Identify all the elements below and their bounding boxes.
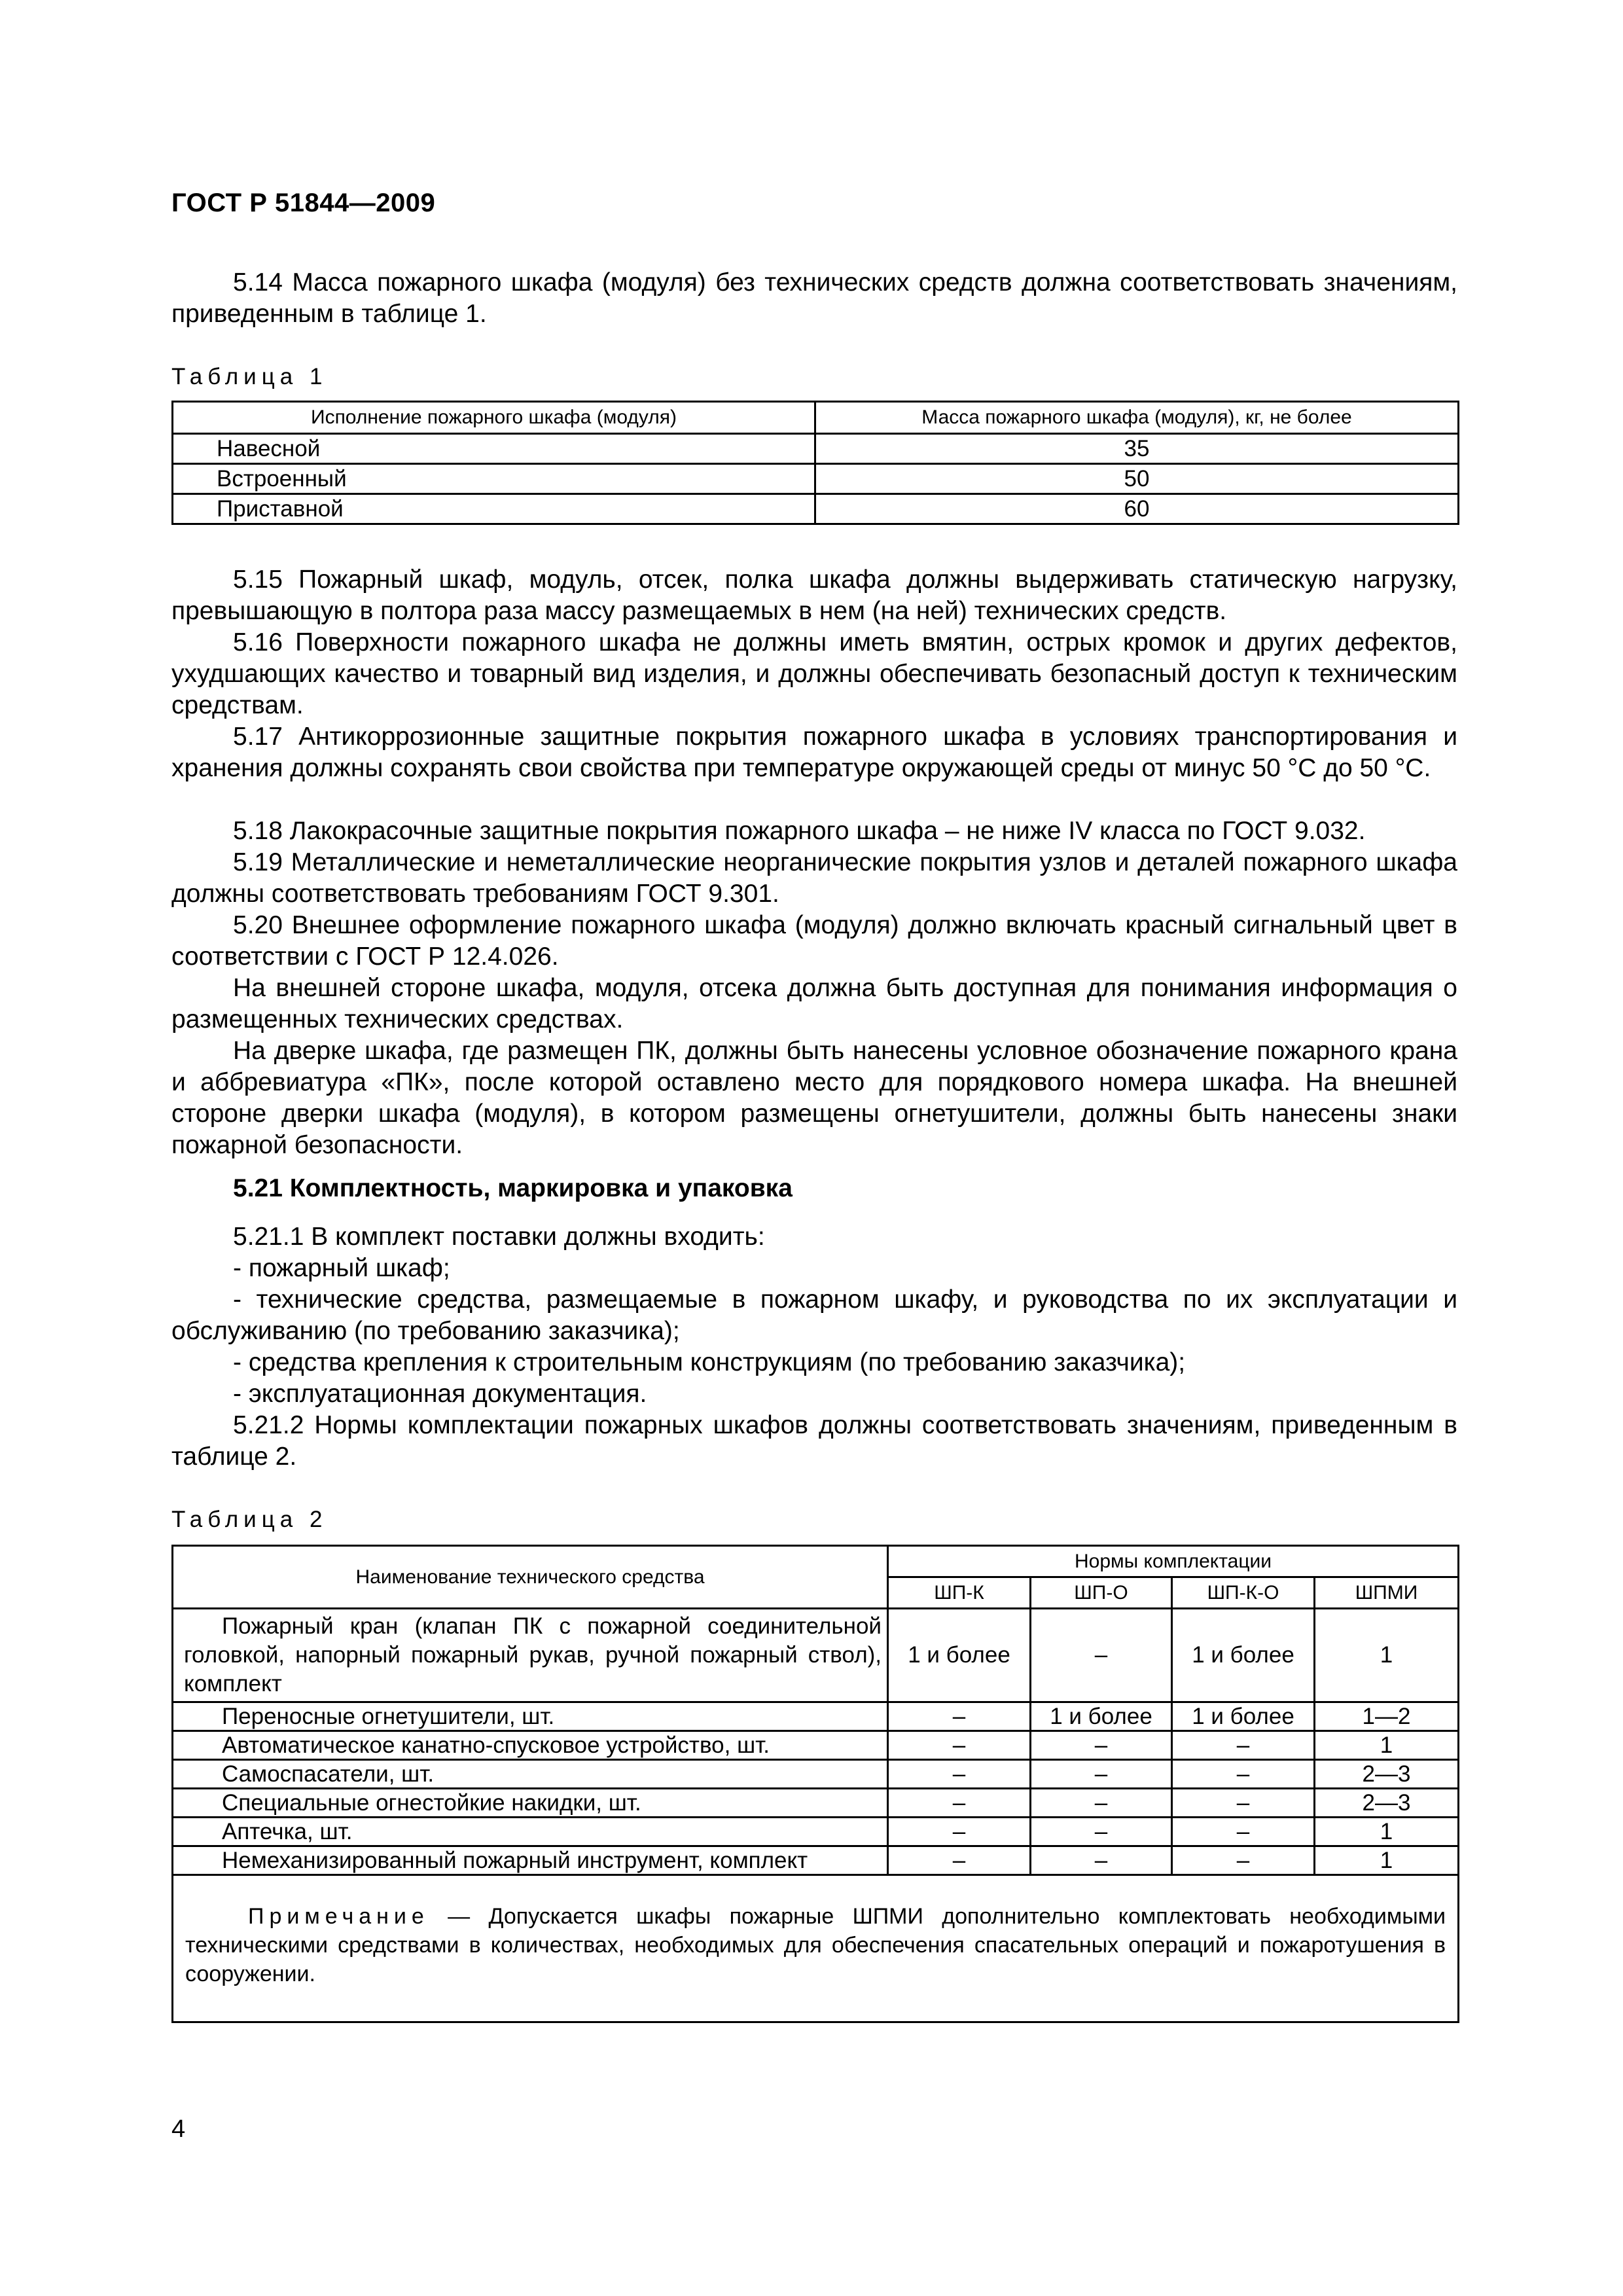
- table-2: [171, 1545, 1459, 2023]
- table2-cell-value: –: [1031, 1818, 1172, 1846]
- table-row: [173, 1731, 1459, 1760]
- table2-col-header: ШПМИ: [1315, 1577, 1459, 1609]
- table-row: [173, 1789, 1459, 1818]
- list-item: - эксплуатационная документация.: [233, 1380, 647, 1408]
- table2-col-header: ШП-К-О: [1172, 1577, 1315, 1609]
- table2-cell-value: –: [1172, 1789, 1315, 1818]
- paragraph-5-21-2: 5.21.2 Нормы комплектации пожарных шкафов должны соответствовать значениям, приведенным в таблице 2.: [171, 1411, 1457, 1471]
- table2-cell-value: –: [1172, 1731, 1315, 1760]
- table2-cell-name: Автоматическое канатно-спусковое устройство, шт.: [173, 1731, 888, 1760]
- table2-cell-value: –: [888, 1818, 1031, 1846]
- table1-cell-mass: 60: [815, 494, 1459, 524]
- table-row: [173, 1702, 1459, 1731]
- paragraph-5-17: 5.17 Антикоррозионные защитные покрытия пожарного шкафа в условиях транспортирования и хранения должны сохранять свои свойства при температуре окружающей среды от минус 50 °С до 50 °С.: [171, 723, 1457, 782]
- table2-cell-value: 1 и более: [1031, 1702, 1172, 1731]
- paragraph-5-20: 5.20 Внешнее оформление пожарного шкафа (модуля) должно включать красный сигнальный цвет в соответствии с ГОСТ Р 12.4.026.: [171, 911, 1457, 971]
- table2-cell-value: –: [1031, 1731, 1172, 1760]
- paragraph-5-14: 5.14 Масса пожарного шкафа (модуля) без технических средств должна соответствовать значениям, приведенным в таблице 1.: [171, 268, 1457, 328]
- table2-cell-value: 1 и более: [888, 1609, 1031, 1702]
- table-row: [173, 494, 1459, 524]
- table2-cell-value: 1: [1315, 1818, 1459, 1846]
- table1-header-type: Исполнение пожарного шкафа (модуля): [173, 402, 815, 434]
- table2-cell-value: –: [1031, 1789, 1172, 1818]
- table1-caption: Таблица 1: [171, 364, 328, 389]
- table2-cell-value: –: [888, 1702, 1031, 1731]
- table2-cell-value: –: [888, 1731, 1031, 1760]
- list-item: - средства крепления к строительным конструкциям (по требованию заказчика);: [233, 1348, 1186, 1376]
- table2-cell-name: Аптечка, шт.: [173, 1818, 888, 1846]
- table2-cell-value: 1—2: [1315, 1702, 1459, 1731]
- table1-cell-type: Встроенный: [173, 464, 815, 494]
- table-row: [173, 1609, 1459, 1702]
- table2-cell-value: 2—3: [1315, 1789, 1459, 1818]
- table2-cell-value: –: [1172, 1846, 1315, 1875]
- table2-cell-name: Переносные огнетушители, шт.: [173, 1702, 888, 1731]
- table2-cell-value: –: [888, 1846, 1031, 1875]
- table2-cell-value: –: [888, 1789, 1031, 1818]
- table2-col-header: ШП-О: [1031, 1577, 1172, 1609]
- table1-header-mass: Масса пожарного шкафа (модуля), кг, не более: [815, 402, 1459, 434]
- table2-cell-value: 1: [1315, 1731, 1459, 1760]
- paragraph-5-16: 5.16 Поверхности пожарного шкафа не должны иметь вмятин, острых кромок и других дефектов, ухудшающих качество и товарный вид изделия, и должны обеспечивать безопасный доступ к техническим средствам.: [171, 628, 1457, 719]
- section-title-5-21: 5.21 Комплектность, маркировка и упаковка: [233, 1174, 793, 1202]
- list-item: - пожарный шкаф;: [233, 1254, 450, 1282]
- table2-cell-value: –: [888, 1760, 1031, 1789]
- paragraph-5-20-info: На внешней стороне шкафа, модуля, отсека должна быть доступная для понимания информация о размещенных технических средствах.: [171, 974, 1457, 1033]
- table2-cell-name: Пожарный кран (клапан ПК с пожарной соединительной головкой, напорный пожарный рукав, ручной пожарный ствол), комплект: [173, 1609, 888, 1702]
- table2-caption: Таблица 2: [171, 1507, 328, 1532]
- table-row: [173, 464, 1459, 494]
- table2-cell-name: Специальные огнестойкие накидки, шт.: [173, 1789, 888, 1818]
- table2-note: [173, 1875, 1459, 2022]
- table2-cell-name: Немеханизированный пожарный инструмент, комплект: [173, 1846, 888, 1875]
- table-row: [173, 434, 1459, 464]
- paragraph-5-20-door: На дверке шкафа, где размещен ПК, должны быть нанесены условное обозначение пожарного крана и аббревиатура «ПК», после которой оставлено место для порядкового номера шкафа. На внешней стороне дверки шкафа (модуля), в котором размещены огнетушители, должны быть нанесены знаки пожарной безопасности.: [171, 1037, 1457, 1159]
- table2-cell-name: Самоспасатели, шт.: [173, 1760, 888, 1789]
- table-row: [173, 1818, 1459, 1846]
- note-text: — Допускается шкафы пожарные ШПМИ дополнительно комплектовать необходимыми техническими средствами в количествах, необходимых для обеспечения спасательных операций и пожаротушения в сооружении.: [185, 1904, 1446, 1986]
- paragraph-5-19: 5.19 Металлические и неметаллические неорганические покрытия узлов и деталей пожарного шкафа должны соответствовать требованиям ГОСТ 9.301.: [171, 848, 1457, 908]
- table-1: [171, 401, 1459, 525]
- note-label: Примечание: [248, 1904, 429, 1929]
- paragraph-5-21-1: 5.21.1 В комплект поставки должны входить:: [233, 1223, 765, 1251]
- table2-col-header: ШП-К: [888, 1577, 1031, 1609]
- table1-cell-type: Навесной: [173, 434, 815, 464]
- table1-cell-mass: 50: [815, 464, 1459, 494]
- page-number: 4: [171, 2115, 186, 2143]
- table2-cell-value: –: [1172, 1818, 1315, 1846]
- table2-cell-value: 1 и более: [1172, 1702, 1315, 1731]
- table2-cell-value: 1: [1315, 1846, 1459, 1875]
- table2-cell-value: –: [1172, 1760, 1315, 1789]
- table2-cell-value: –: [1031, 1760, 1172, 1789]
- paragraph-5-15: 5.15 Пожарный шкаф, модуль, отсек, полка шкафа должны выдерживать статическую нагрузку, превышающую в полтора раза массу размещаемых в нем (на ней) технических средств.: [171, 565, 1457, 625]
- table2-cell-value: 1 и более: [1172, 1609, 1315, 1702]
- table-row: [173, 1846, 1459, 1875]
- table2-cell-value: 2—3: [1315, 1760, 1459, 1789]
- table2-cell-value: –: [1031, 1609, 1172, 1702]
- paragraph-5-18: 5.18 Лакокрасочные защитные покрытия пожарного шкафа – не ниже IV класса по ГОСТ 9.032.: [233, 817, 1366, 845]
- table1-cell-type: Приставной: [173, 494, 815, 524]
- table1-cell-mass: 35: [815, 434, 1459, 464]
- document-header: ГОСТ Р 51844—2009: [171, 188, 436, 217]
- table2-note-row: [173, 1875, 1459, 2022]
- list-item: - технические средства, размещаемые в пожарном шкафу, и руководства по их эксплуатации и обслуживанию (по требованию заказчика);: [171, 1285, 1457, 1345]
- table2-cell-value: 1: [1315, 1609, 1459, 1702]
- table2-header-group: Нормы комплектации: [888, 1546, 1459, 1577]
- table2-header-name: Наименование технического средства: [173, 1546, 888, 1609]
- table2-cell-value: –: [1031, 1846, 1172, 1875]
- table-row: [173, 1760, 1459, 1789]
